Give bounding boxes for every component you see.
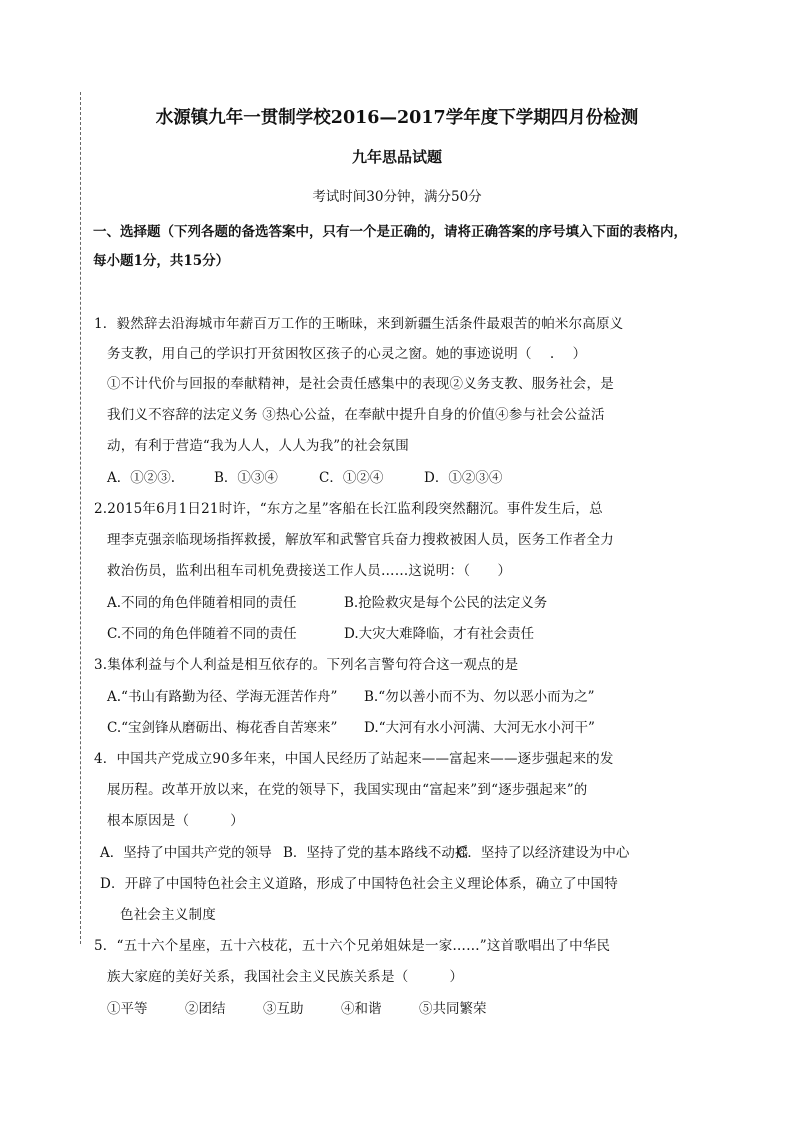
q1-line2: 务支教，用自己的学识打开贫困牧区孩子的心灵之窗。她的事迹说明（ . ） <box>107 346 587 362</box>
q3-option-d: D.“大河有水小河满、大河无水小河干” <box>364 720 595 736</box>
q3-option-c: C.“宝剑锋从磨砺出、梅花香自苦寒来” <box>107 720 338 736</box>
q4-line3: 根本原因是（ ） <box>107 813 244 829</box>
q5-option-1: ①平等 <box>107 1001 148 1017</box>
q3-options-row2 <box>107 716 595 736</box>
exam-info: 考试时间30分钟，满分50分 <box>312 189 482 205</box>
q5-option-2: ②团结 <box>185 1001 226 1017</box>
q5-options <box>107 997 487 1017</box>
q2-options-row1 <box>107 591 547 611</box>
q1-options <box>107 466 502 486</box>
exam-title: 水源镇九年一贯制学校2016—2017学年度下学期四月份检测 <box>155 108 639 128</box>
q4-line2: 展历程。改革开放以来，在党的领导下，我国实现由“富起来”到“逐步强起来”的 <box>107 782 588 798</box>
q4-option-c: C．坚持了以经济建设为中心 <box>457 845 630 861</box>
q1-option-d: D．①②③④ <box>424 470 503 486</box>
q5-line1: 5．“五十六个星座，五十六枝花，五十六个兄弟姐妹是一家……”这首歌唱出了中华民 <box>94 938 611 954</box>
q4-option-d-line2: 色社会主义制度 <box>120 907 216 923</box>
q1-line1: 1．毅然辞去沿海城市年薪百万工作的王晰昧，来到新疆生活条件最艰苦的帕米尔高原义 <box>94 316 624 332</box>
q1-option-b: B．①③④ <box>214 470 278 486</box>
q3-option-a: A.“书山有路勤为径、学海无涯苦作舟” <box>107 689 338 705</box>
q4-options-row1 <box>100 841 629 861</box>
q2-options-row2 <box>107 622 534 642</box>
exam-subtitle: 九年思品试题 <box>351 148 442 166</box>
section-heading-line1: 一、选择题（下列各题的备选答案中，只有一个是正确的，请将正确答案的序号填入下面的表格内， <box>93 224 687 240</box>
q5-option-3: ③互助 <box>263 1001 304 1017</box>
q2-option-b: B.抢险救灾是每个公民的法定义务 <box>344 595 548 611</box>
q2-option-a: A.不同的角色伴随着相同的责任 <box>107 595 297 611</box>
q1-line3: ①不计代价与回报的奉献精神，是社会责任感集中的表现②义务支教、服务社会，是 <box>107 376 614 392</box>
q2-option-c: C.不同的角色伴随着不同的责任 <box>107 626 297 642</box>
q4-line1: 4．中国共产党成立90多年来，中国人民经历了站起来——富起来——逐步强起来的发 <box>94 751 614 767</box>
q4-option-a: A．坚持了中国共产党的领导 <box>100 845 272 861</box>
q5-line2: 族大家庭的美好关系，我国社会主义民族关系是（ ） <box>107 969 464 985</box>
q1-option-a: A．①②③. <box>107 470 176 486</box>
q1-line5: 动，有利于营造“我为人人，人人为我”的社会氛围 <box>107 438 409 454</box>
q3-line1: 3.集体利益与个人利益是相互依存的。下列名言警句符合这一观点的是 <box>94 657 519 673</box>
section-heading-line2: 每小题1分，共15分） <box>93 253 230 269</box>
q5-option-5: ⑤共同繁荣 <box>419 1001 487 1017</box>
q1-option-c: C．①②④ <box>319 470 384 486</box>
q2-line3: 救治伤员，监利出租车司机免费接送工作人员……这说明：（ ） <box>107 563 512 579</box>
q5-option-4: ④和谐 <box>341 1001 382 1017</box>
q4-option-b: B．坚持了党的基本路线不动摇 <box>283 845 469 861</box>
q3-option-b: B.“勿以善小而不为、勿以恶小而为之” <box>364 689 595 705</box>
q4-option-d-line1: D．开辟了中国特色社会主义道路，形成了中国特色社会主义理论体系，确立了中国特 <box>100 876 618 892</box>
q2-line2: 理李克强亲临现场指挥救援，解放军和武警官兵奋力搜救被困人员，医务工作者全力 <box>107 532 614 548</box>
q2-line1: 2.2015年6月1日21时许，“东方之星”客船在长江监利段突然翻沉。事件发生后，总 <box>94 501 603 517</box>
q3-options-row1 <box>107 685 595 705</box>
q1-line4: 我们义不容辞的法定义务 ③热心公益，在奉献中提升自身的价值④参与社会公益活 <box>107 407 605 423</box>
q2-option-d: D.大灾大难降临，才有社会责任 <box>344 626 535 642</box>
binding-dashed-line <box>80 92 81 944</box>
